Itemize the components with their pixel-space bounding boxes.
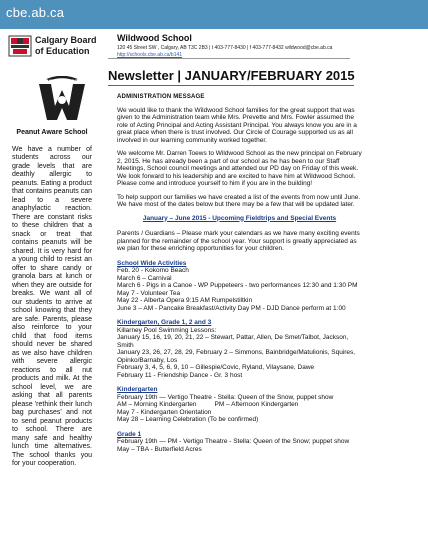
- section-heading: Kindergarten: [117, 386, 158, 393]
- title-divider: [108, 85, 354, 86]
- admin-paragraph-3: To help support our families we have created a list of the events from now until June. We have most of the dates below but there may be a few that will be updated later.: [117, 193, 361, 208]
- sidebar-body: We have a number of students across our grade levels that are deathly allergic to peanuts. Eating a product that contains peanuts can lead to a severe anaphylactic reaction. There are constant risks to these children that a snack or treat that contains peanuts will be shared. It is very hard for a young child to resist an offer to share candy or granola bars at lunch or when they are outside for breaks. We want all of our students to arrive at school knowing that they are safe. Parents, please also reinforce to your child that food items should never be shared as we also have children with severe allergic reactions to all nut products and milk. At the school level, we are asking that all parents please 'rethink their lunch bag purchases' and not to send peanut products to school. There are many safe and healthy lunch time alternatives. The school thanks you for your cooperation.: [12, 145, 92, 467]
- wildwood-mascot-icon: [33, 76, 91, 124]
- section-heading: Grade 1: [117, 430, 142, 438]
- admin-heading: ADMINISTRATION MESSAGE: [117, 94, 205, 100]
- event-line: May 22 - Alberta Opera 9:15 AM Rumpelstiltkin: [117, 297, 253, 304]
- admin-paragraph-1: We would like to thank the Wildwood School families for the great support that was given to the Administration team while Mrs. Prevette and Mrs. Fowler assumed the role of Acting Principal and Acting Assistant Principal. You always know you are in a great place when there is trust involved. Our Circle of Courage supported us as all involved in our learning community worked together.: [117, 106, 357, 144]
- event-line: February 11 - Friendship Dance - Gr. 3 host: [117, 371, 243, 379]
- event-line: January 23, 26, 27, 28, 29, February 2 – Simmons, Bainbridge/Matulionis, Squires, Opinko/Barnaby, Los: [117, 349, 356, 364]
- cbe-logo: [8, 33, 100, 59]
- event-line: Feb. 20 - Kokomo Beach: [117, 267, 189, 274]
- school-address: 120 45 Street SW , Calgary, AB T3C 2B3 | t 403-777-8430 | f 403-777-8432 wildwood@cbe.ab.ca: [117, 45, 333, 51]
- section-heading: Kindergarten, Grade 1, 2 and 3: [117, 319, 212, 326]
- newsletter-title: Newsletter | JANUARY/FEBRUARY 2015: [108, 68, 355, 83]
- events-intro: Parents / Guardians – Please mark your calendars as we have many exciting events planned for the remainder of the school year. Your support is greatly appreciated as we plan for these enriching opportunities for your children.: [117, 230, 360, 252]
- event-line: May – TBA - Butterfield Acres: [117, 445, 202, 453]
- site-banner: [0, 0, 428, 29]
- logo-line-1: Calgary Board: [35, 35, 97, 45]
- event-line: February 19th — Vertigo Theatre - Stella: Queen of the Snow, puppet show: [117, 393, 334, 401]
- section-heading: School Wide Activities: [117, 259, 187, 267]
- events-heading: January – June 2015 - Upcoming Fieldtrips and Special Events: [142, 214, 337, 222]
- section-kindergarten: [117, 386, 362, 424]
- event-line: March 6 – Carnival: [117, 274, 172, 282]
- event-line: May 28 – Learning Celebration (To be confirmed): [117, 416, 259, 423]
- section-school-wide: [117, 260, 362, 313]
- event-line: May 7 - Volunteer Tea: [117, 289, 181, 297]
- admin-paragraph-2: We welcome Mr. Darren Toews to Wildwood School as the new principal on February 2, 2015. He has already been a part of our school as he has been to our Staff Meetings, School council meetings and attended our PD day on Friday of this week. We look forward to his leadership and are excited to have him at Wildwood School. Please come and introduce yourself to him if you are in the building!: [117, 150, 362, 187]
- event-line: March 6 - Pigs in a Canoe - WP Puppeteers - two performances 12:30 and 1:30 PM: [117, 282, 358, 289]
- cbe-crest-icon: [8, 34, 32, 58]
- event-line: June 3 – AM - Pancake Breakfast/Activity Day PM - DJD Dance perform at 1:00: [117, 304, 346, 312]
- main-content: [117, 94, 362, 453]
- event-line: AM – Morning Kindergarten PM – Afternoon Kindergarten: [117, 401, 299, 408]
- school-url-link[interactable]: http://schools.cbe.ab.ca/b141: [117, 52, 183, 58]
- logo-line-2: of Education: [35, 45, 90, 56]
- header-divider: [108, 58, 350, 59]
- section-grade-1: [117, 431, 362, 454]
- event-line: February 3, 4, 5, 6, 9, 10 – Gillespie/Covic, Ryland, Vilaysane, Dawe: [117, 364, 315, 371]
- school-name: Wildwood School: [117, 33, 192, 43]
- section-k-to-3: [117, 319, 362, 379]
- event-line: February 19th — PM - Vertigo Theatre - Stella: Queen of the Snow; puppet show: [117, 438, 350, 445]
- event-line: Killarney Pool Swimming Lessons:: [117, 326, 217, 334]
- site-name[interactable]: cbe.ab.ca: [6, 5, 65, 20]
- event-line: January 15, 16, 19, 20, 21, 22 – Stewart, Pattar, Allen, De Smet/Talbot, Jackson, Smith: [117, 334, 349, 349]
- mascot-word: WILDWOOD: [44, 80, 80, 86]
- event-line: May 7 - Kindergarten Orientation: [117, 408, 212, 416]
- sidebar-heading: Peanut Aware School: [16, 129, 88, 136]
- sidebar-peanut-aware: [12, 129, 92, 469]
